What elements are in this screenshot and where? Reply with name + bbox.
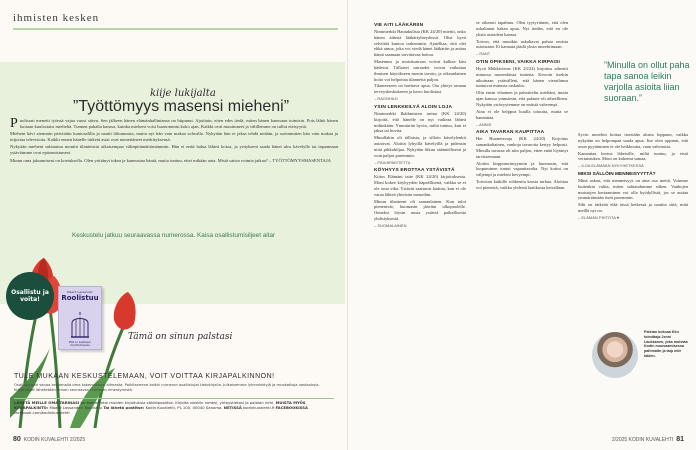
letter-signature: – ILOA ELÄMÄÄN NYKYHETKESSÄ: [578, 163, 644, 169]
contact-label: LÄHETÄ MEILLE OMA TARINASI: [14, 400, 80, 405]
letter-paragraph: Minullakin oli tällaista, ja silloin kävelylenkit auttoivat. Aloitin lyhyillä kävelyillä ja pidensin niitä pikkuhiljaa. Nykyään liikun säännöllisesti ja voin paljon paremmin.: [374, 135, 466, 158]
contact-label: Tai lähetä postitse:: [103, 405, 145, 410]
letter-paragraph: Aloitin kirpputorimyynnin ja huomasin, että luopuminen tuntui vapauttavalta. Nyt kotini on väljempi ja mieleni kevyempi.: [476, 160, 568, 178]
letter-paragraph: Kannattaa kertoa läheisille, miltä tuntuu, ja etsiä vertaistukea. Moni on kokenut samaa.: [578, 150, 688, 162]
section-heading: ihmisten kesken: [13, 12, 100, 24]
letter-paragraph: Masennus ja muistisairaus voivat kulkea käsi kädessä. Tällaiset sairaudet voivat vaikuttaa ihmisen käytökseen monin tavoin, ja oikeanlainen hoito voi helpottaa tilannetta paljon.: [374, 59, 466, 82]
letter-paragraph: Syvin murehin hoitaa itsestään alusta loppuun, vaikka nykyään on helpompaa saada apua. Itse olen oppinut, että avun pyytäminen ei ole heikkoutta, vaan vahvuutta.: [578, 132, 688, 149]
lead-paragraph: [10, 118, 338, 130]
lead-paragraph: Minun oma jaksamiseni on koetuksella. Olen yrittänyt tukea ja kannustaa häntä, mutta tuntuu, ettei mikään auta. Mistä saisin voimia jatkaa? – TYÖTTÖMYYSMASENTAJA: [10, 157, 331, 163]
page-number: 81: [676, 436, 684, 443]
prize-book: [58, 286, 102, 350]
lead-paragraph-text: uolisoni menetti työnsä vajaa vuosi sitten. Sen jälkeen hänen elämänhallintansa on hiipunut. Ajoittain, etten edes tiedä, miten hänen kanssaan toimisin. Pois lähtö hänen luotaan kuulostaisi mieheltä. Tunnen pahalta kanssa, kuinka mieheni voisi huonommin koko ajan. Kaikki ovat muuttuneet ja välillemme on tullut etäisyyttä.: [19, 118, 338, 130]
contact-rule: [14, 398, 334, 399]
letters-column-2: [476, 20, 568, 192]
letter-paragraph: Aina ei ole helppoa kuulla totuutta, mutta se kannattaa.: [476, 108, 568, 120]
letter-signature: – PÄIVÄPAISTETTA: [374, 159, 411, 165]
letter-paragraph: Kiitos Elämäni taite (KK 24/20) kirjoituksesta. Moni kokee köyhyyden häpeällisenä, vaikka se ei ole oma vika. Ystävät saattavat kadota, kun ei ole varaa lähteä yhteisiin menoihin.: [374, 174, 466, 197]
section-rule: [13, 28, 338, 30]
contact-label: NETISSÄ: [223, 405, 242, 410]
contact-label: FACEBOOKISSA: [275, 405, 308, 410]
letter-paragraph: Olin ensin vihainen ja pahoittelin mieltäni, mutta ajan kanssa ymmärsin, että palaute oli aiheellinen. Nykyään ystävyytemme on entistä vahvempi.: [476, 90, 568, 107]
folio-left: [13, 436, 85, 443]
letter-heading: MIKSI SÄLLÖIN MENNEISYYTTÄ?: [578, 172, 656, 178]
kicker: kiije lukijalta: [150, 88, 216, 99]
letters-column-1: [374, 20, 466, 230]
promo-cta: TULE MUKAAN KESKUSTELEMAAN, VOIT VOITTAA KIRJAPALKINNON!: [14, 373, 275, 380]
letter-signature: – RANT: [476, 51, 491, 57]
lead-paragraph: Mieheni kävi aiemmin päivittäin kuntosalilla ja nautti liikunnasta, mutta nyt hän vain makaa sohvalla. Nykyään hän ei jaksa tehdä mitään, ja useimmiten hän vain makaa ja tuijottaa televisiota. Kaikki ennen hänelle tärkeät asiat ovat menettäneet merkityksensä.: [10, 131, 338, 143]
promo-note: Osallistu pari sanaa kertomalla oma kokemuksesi aiheesta. Palkitsemme kaikki numeron osallistujat tietokirjalla. Julkaisemme lyhennettyjä ja muokattuja vastauksia. Kirjoitukset lähetetään ennen seuraavan numeron ilmestymistä.: [14, 383, 320, 392]
letter-paragraph: Nimimerkki Ikäihmisten tarina (KK 24/20) kirjoitti, että hänelle on nyt vaikeaa lähteä mihinkään. Ymmärrän hyvin, miltä tuntuu, kun ei jaksa tai huvita.: [374, 110, 466, 134]
letter-heading: AIKA TAVARAN KAUPITTAA: [476, 130, 545, 136]
lead-paragraph: Nykyään mieheni suhtautuu moniin tilanteisiin aikaisempaa välinpitämättömämmin. Hän ei enää halua lähteä kotoa, ja yritykseni saada hänet ulos kävelylle tai tapaamaan ystäviämme ovat epäonnistuneet.: [10, 144, 338, 156]
birdcage-icon: [70, 311, 90, 339]
contact-label: MUISTA MYÖS KIRJAPALKINTO:: [14, 400, 306, 410]
folio-right: [612, 436, 684, 443]
editor-caption: Palstan kokoaa Kkn toimittaja Jenni Laukkanen, joka muistaa Kodin muovaamisessa palhmaitn ja taip mitr käden.: [644, 330, 688, 358]
headline: ”Työttömyys masensi mieheni”: [73, 98, 290, 115]
letter-heading: OTIN OPIKSENI, VAIKKA KIRPAISI: [476, 60, 561, 66]
page-number: 80: [13, 436, 21, 443]
letter-paragraph: Nimimerkki Hautakulista (KK 24/20) miettii, onko hänen äitinsä lääkäriyhteydessä. Olisi hyvä selvittää kuntoa tarkemmin. Ajatelkaa, että olet ehkä ainoa, joka voi viedä hänet lääkäriin ja auttaa häntä saamaan tarvittavaa hoitoa.: [374, 28, 466, 58]
letter-heading: YSIN LENKKEILYÄ ALOIN LOJA: [374, 104, 453, 110]
folio-text: 2/2025 KODIN KUVALEHTI: [611, 437, 674, 443]
book-title: Roolistuu: [61, 294, 99, 302]
folio-text: KODIN KUVALEHTI 2/2025: [23, 437, 86, 443]
book-author: Maarit Lassander: [67, 290, 93, 294]
letter-signature: – ANNIS: [476, 121, 492, 127]
contact-link[interactable]: kodinkuvalehti.fi: [243, 405, 275, 410]
contact-link[interactable]: facebook.com/kodinkuvalehti: [14, 410, 70, 415]
letter-paragraph: Hei Huonetavaja (KK 24/20) Kirjoitus samankaltainen, vanhoja tavaroita kertyy helposti. Minulla tavaraa oli niin paljon, etten enää löytänyt tarvitsemaani.: [476, 136, 568, 159]
letter-paragraph: Minun tilanteeni oli samanlainen. Kun tulot pienenivät, huomasin jääväni ulkopuolelle. Onneksi löysin uusia ystäviä paikallisesta yhdistyksestä.: [374, 198, 466, 222]
letter-paragraph: Minä uskon, että menneisyys on aina osa meitä. Voimme kuitenkin valita, miten suhtaudumme siihen. Vanhojen muistojen kertaaminen voi olla hyödyllistä, jos se auttaa ymmärtämään itseä paremmin.: [578, 177, 688, 201]
pull-quote: ”Minulla on ollut paha tapa sanoa leikin varjolla asioita liian suoraan.”: [604, 60, 690, 103]
letter-paragraph: Tilanteeseen on haettava apua. Ota yhteys omaan terveyskeskukseen ja kerro huolistasi.: [374, 83, 466, 95]
book-subtitle: Mitä on kesäiseen kirjoittamisessa: [68, 341, 92, 347]
letter-heading: KÖYHYYS EROTTAA YSTÄVISTÄ: [374, 168, 455, 174]
lead-article: [10, 118, 338, 165]
letter-paragraph: se oikeasti tapahtuu. Olen tyytyväinen, että olen uskaltanut hakea apua. Nyt tiedän, että en ole yksin asioideni kanssa.: [476, 20, 568, 37]
letter-signature: – RAGNHILD: [374, 96, 399, 102]
editor-photo: [592, 332, 638, 378]
followup-note: Keskustelu jatkuu seuraavassa numerossa. Kaisa osallistumisiljeet aitar: [72, 232, 276, 239]
letter-paragraph: Toivotan kaikille rohkeutta karsia turhaa. Aloittaa voi pienestä, vaikka yhdestä laatikosta kerrallaan.: [476, 179, 568, 190]
letter-signature: – ELÄMÄN PIHTOTA ♥: [578, 214, 620, 220]
letter-paragraph: Toivon, että muutkin uskaltavat puhua omista asioistaan. Ei kannata jäädä yksin murehtimaan.: [476, 38, 568, 50]
letter-paragraph: Silti on tärkeää elää tässä hetkessä ja nauttia siitä, mitä meillä nyt on.: [578, 202, 688, 214]
contact-info: [14, 400, 339, 415]
promo-script: Tämä on sinun palstasi: [128, 332, 233, 342]
drop-cap: P: [10, 116, 18, 131]
contact-text: tai kommentoi muiden kirjoituksia sähköpostitse. Kirjoita viestiin nimesi, yhteystietosi ja palstan nimi.: [80, 400, 275, 405]
letters-column-3: [578, 132, 688, 222]
contest-badge: Osallistu ja voita!: [6, 272, 54, 320]
contact-text: Maarit Lassander: Roolistuu: [49, 405, 103, 410]
letter-signature: – SUOMALAINEN: [374, 223, 407, 228]
letter-heading: VIE AITI LÄÄKÄRIIN: [374, 23, 424, 28]
contact-text: Kodin Kuvalehti, PL 100, 00040 Sanoma.: [145, 405, 223, 410]
letter-paragraph: Hyvä Mökkivieras (KK 23/24) kirjoitus aiheutti minussa monenlaisia tunteita. Kerroin itsekin aikoinaan ystävälleni, että hänen vierailunsa tuntuivat minusta raskailta.: [476, 65, 568, 89]
